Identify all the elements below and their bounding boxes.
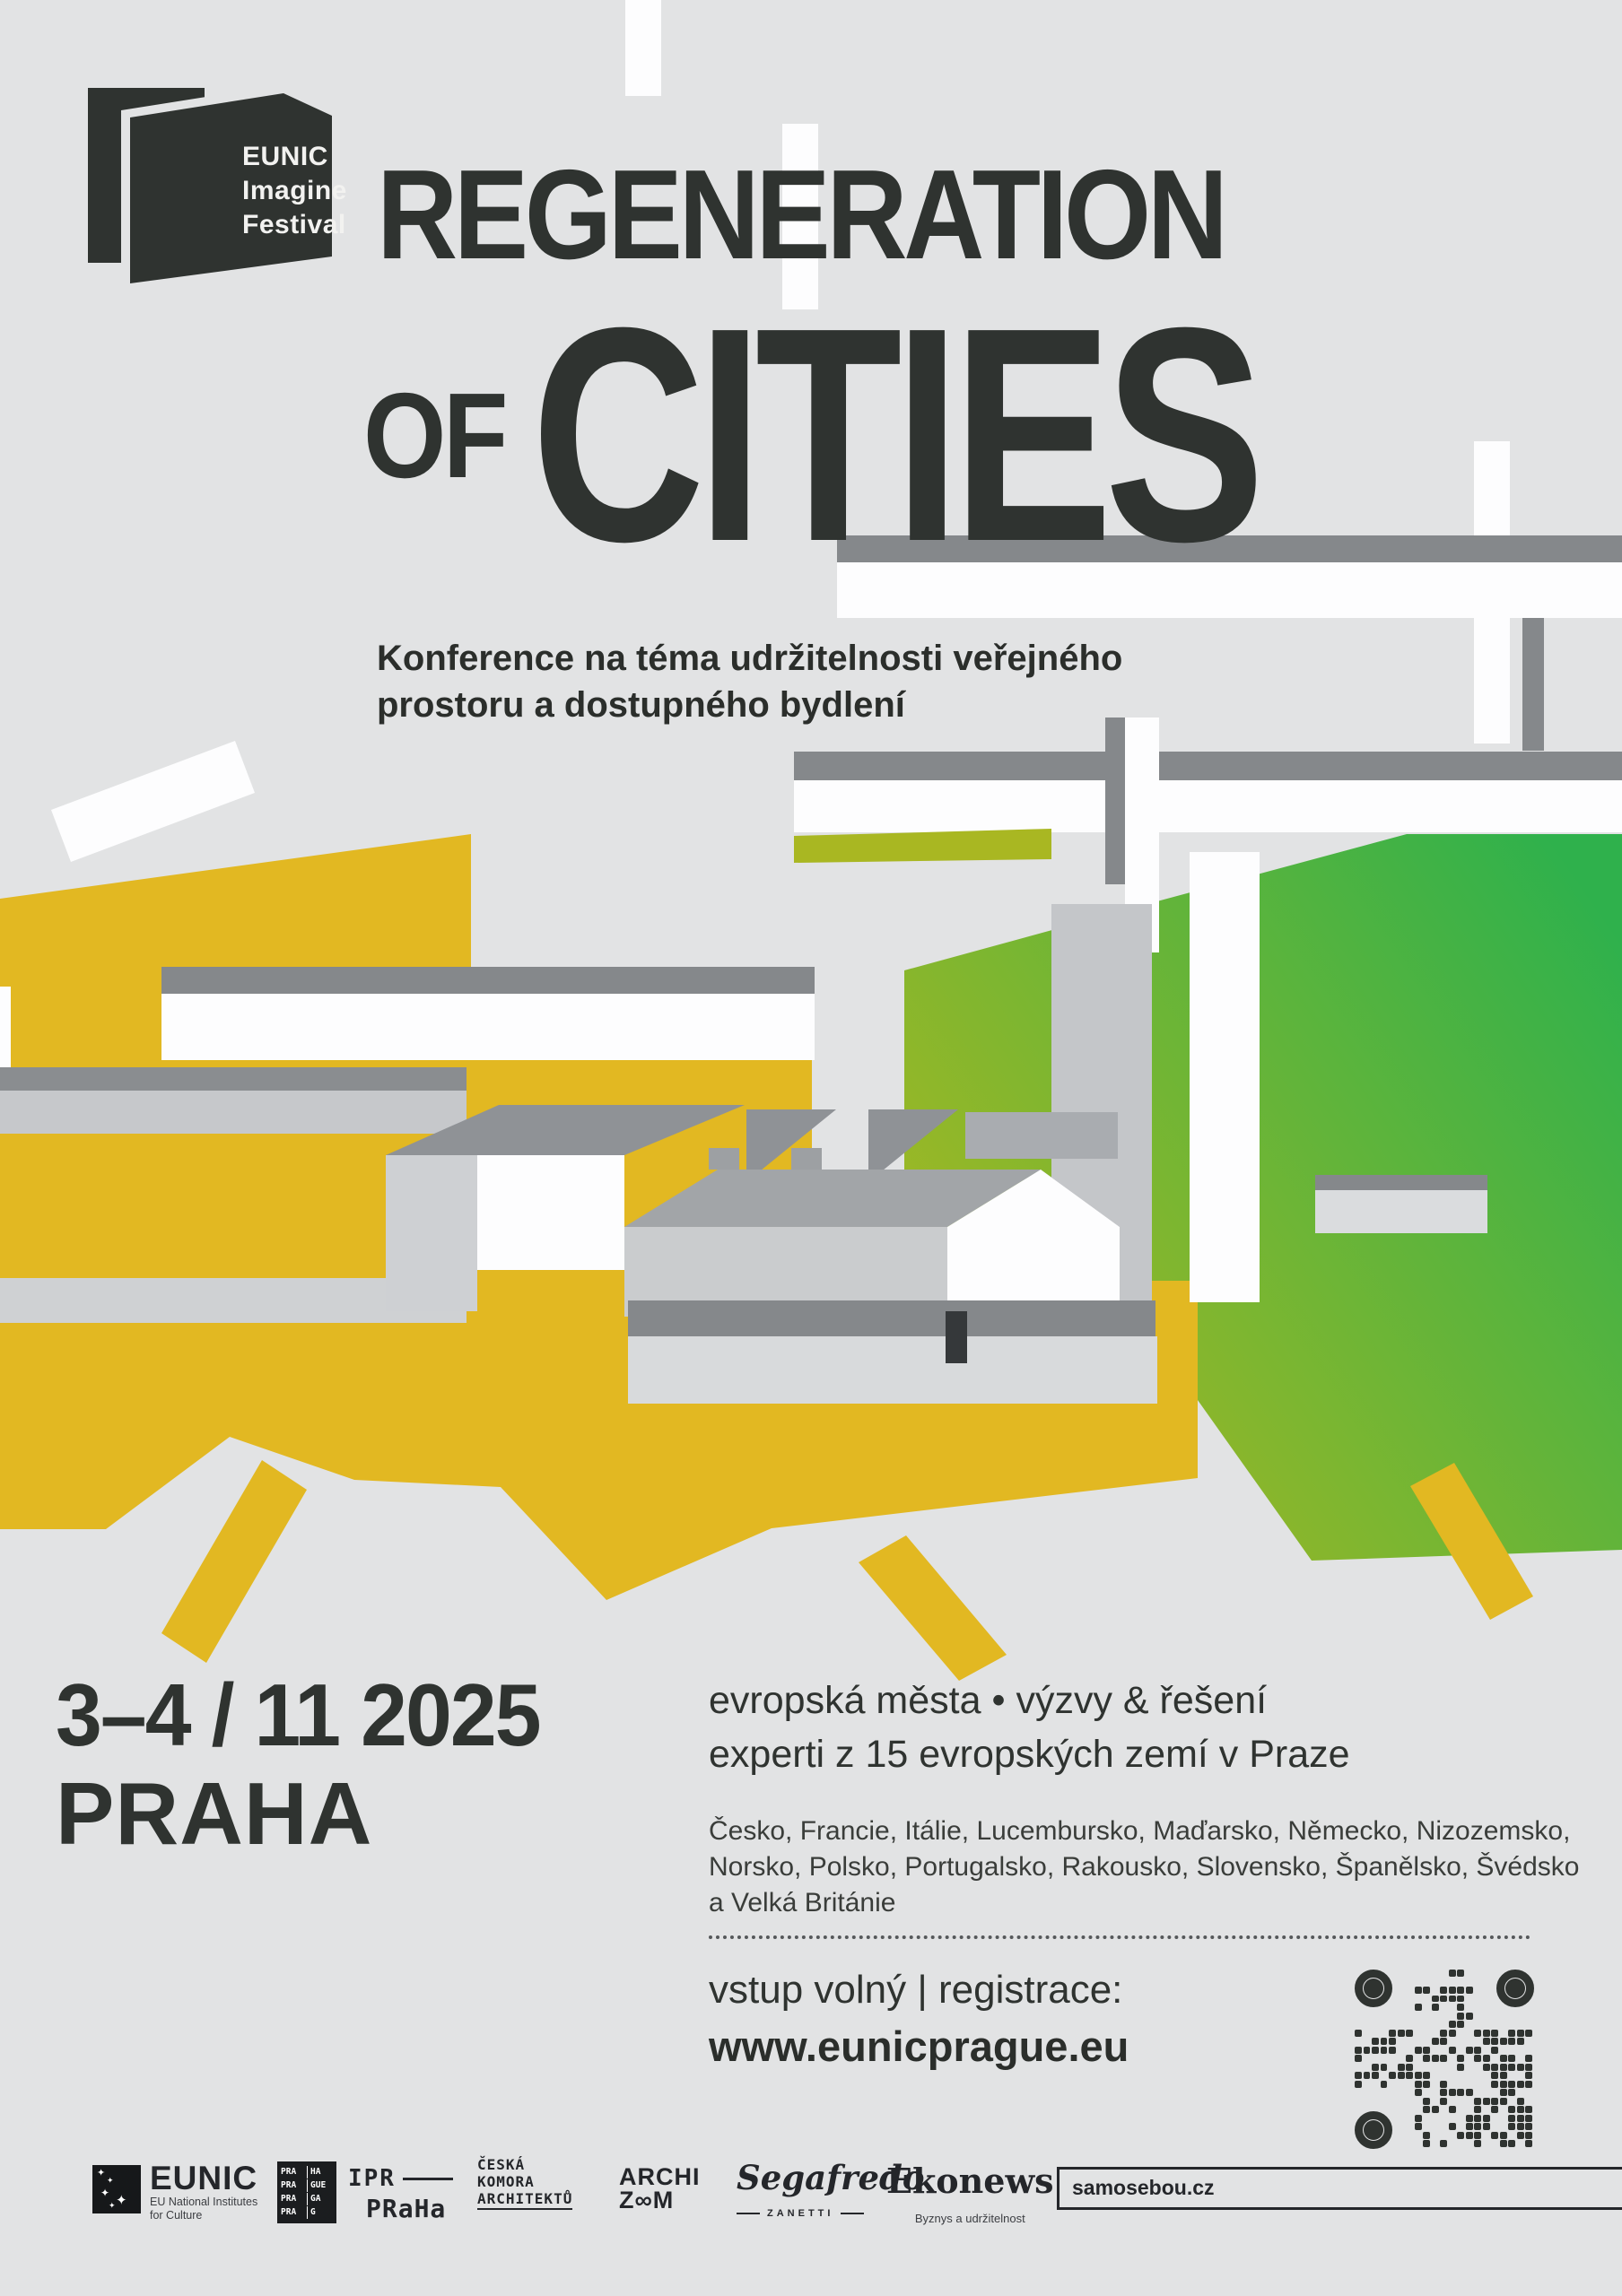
logo-ipr-praha	[348, 2165, 453, 2223]
eunic-name: EUNIC	[150, 2160, 258, 2196]
logo-ceska-komora-architektu	[477, 2156, 572, 2210]
segafredo-zanetti: ZANETTI	[737, 2197, 925, 2230]
archizoom-line-2: Z∞M	[619, 2187, 675, 2213]
poster-title-line1: REGENERATION	[377, 144, 1225, 286]
event-date: 3–4 / 11 2025	[56, 1665, 540, 1764]
badge-line-2: Imagine	[242, 176, 347, 205]
eunic-sub-line2: for Culture	[150, 2209, 203, 2222]
subtitle-line-1: Konference na téma udržitelnosti veřejného	[377, 639, 1123, 678]
countries-line-1: Česko, Francie, Itálie, Lucembursko, Maďarsko, Německo, Nizozemsko,	[709, 1816, 1571, 1846]
eunic-subtitle	[150, 2196, 257, 2222]
registration-label: vstup volný | registrace:	[709, 1968, 1123, 2012]
archizoom-line-1: ARCHI	[619, 2163, 701, 2190]
event-city: PRAHA	[56, 1764, 373, 1863]
logo-samosebou	[1057, 2167, 1622, 2210]
poster-title-line2: CITIES	[531, 265, 1257, 605]
badge-line-3: Festival	[242, 210, 346, 239]
praha-row: PRA GUE	[281, 2179, 333, 2192]
cka-line-3: ARCHITEKTŮ	[477, 2190, 572, 2210]
qr-finder-bottom-left	[1355, 2111, 1392, 2149]
festival-badge-text	[242, 140, 347, 242]
poster-title-of: OF	[363, 368, 505, 503]
registration-url: www.eunicprague.eu	[709, 2022, 1129, 2070]
countries-line-2: Norsko, Polsko, Portugalsko, Rakousko, Slovensko, Španělsko, Švédsko	[709, 1852, 1580, 1882]
logo-eunic	[92, 2161, 299, 2224]
qr-code	[1355, 1970, 1534, 2149]
qr-finder-top-left	[1355, 1970, 1392, 2007]
praha-row: PRA GA	[281, 2193, 333, 2205]
countries-list	[709, 1813, 1580, 1921]
ipr-praha-text: PRaHa	[366, 2194, 447, 2223]
ipr-dash	[403, 2178, 453, 2180]
info-line-1: evropská města • výzvy & řešení	[709, 1679, 1268, 1722]
eunic-sub-line1: EU National Institutes	[150, 2196, 258, 2208]
info-line-2: experti z 15 evropských zemí v Praze	[709, 1733, 1350, 1776]
dotted-separator	[709, 1935, 1530, 1939]
eunic-stars-icon: ✦ ✦ ✦ ✦ ✦	[92, 2165, 141, 2213]
poster-subtitle	[377, 635, 1122, 728]
ipr-name: IPR	[348, 2165, 396, 2192]
cka-line-1: ČESKÁ	[477, 2156, 526, 2173]
ekonews-name: Ekonews	[886, 2161, 1054, 2201]
central-road	[628, 1300, 1157, 1404]
praha-row: PRA HA	[281, 2166, 333, 2179]
segafredo-name: Segafredo	[737, 2158, 925, 2197]
badge-line-1: EUNIC	[242, 142, 328, 171]
sponsor-logos	[0, 2154, 1622, 2271]
logo-ekonews	[886, 2161, 1054, 2235]
logo-praha	[277, 2161, 336, 2223]
ekonews-subtitle: Byznys a udržitelnost	[914, 2212, 1025, 2225]
subtitle-line-2: prostoru a dostupného bydlení	[377, 685, 905, 725]
white-diagonal-bar	[51, 741, 255, 862]
festival-badge	[52, 52, 357, 303]
logo-archizoom	[619, 2165, 701, 2212]
praha-row: PRA G	[281, 2206, 333, 2219]
cka-line-2: KOMORA	[477, 2173, 535, 2190]
samosebou-text: samosebou.cz	[1072, 2176, 1215, 2199]
qr-finder-top-right	[1496, 1970, 1534, 2007]
countries-line-3: a Velká Británie	[709, 1888, 896, 1918]
